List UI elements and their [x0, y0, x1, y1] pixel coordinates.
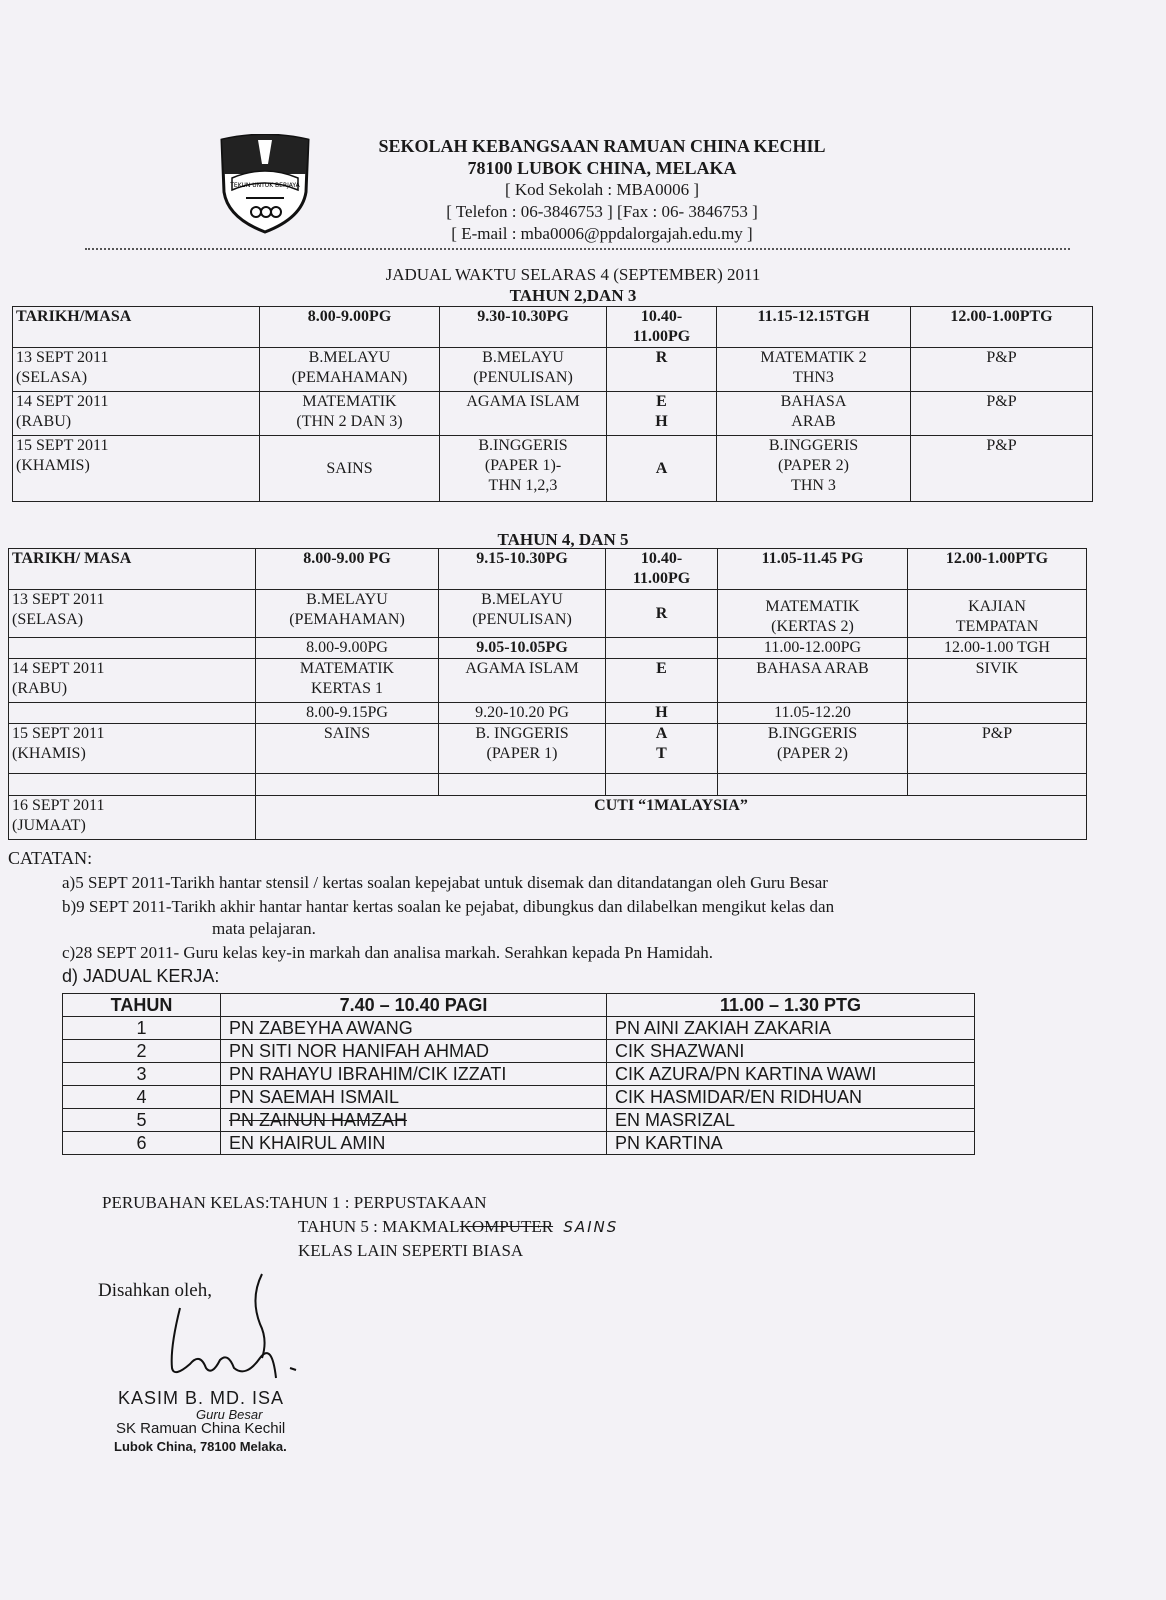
note-c: c)28 SEPT 2011- Guru kelas key-in markah dan analisa markah. Serahkan kepada Pn Hamidah.	[62, 943, 714, 962]
stamp-place: Lubok China, 78100 Melaka.	[114, 1439, 287, 1454]
date-cell: 15 SEPT 2011 (KHAMIS)	[9, 724, 256, 774]
school-email: [ E-mail : mba0006@ppdalorgajah.edu.my ]	[451, 224, 753, 243]
header-cell: 11.15-12.15TGH	[717, 307, 911, 348]
principal-name: KASIM B. MD. ISA	[118, 1388, 285, 1408]
year-cell: 4	[63, 1086, 221, 1109]
principal-role: Guru Besar	[196, 1407, 263, 1422]
timetable-tahun-4-5	[8, 548, 1087, 840]
header-cell: 11.00 – 1.30 PTG	[607, 994, 975, 1017]
table2-subtitle: TAHUN 4, DAN 5	[497, 530, 629, 549]
school-code: [ Kod Sekolah : MBA0006 ]	[504, 180, 700, 199]
subject-cell: AGAMA ISLAM	[439, 659, 606, 703]
time-row	[9, 703, 1087, 724]
rehat-cell: H	[606, 703, 718, 724]
subject-cell: SAINS	[256, 724, 439, 774]
table-row	[63, 1017, 975, 1040]
rehat-cell: R	[606, 590, 718, 638]
table-row	[63, 1086, 975, 1109]
header-cell: TARIKH/MASA	[13, 307, 260, 348]
time-cell: 12.00-1.00 TGH	[908, 638, 1087, 659]
teacher-cell: PN KARTINA	[607, 1132, 975, 1155]
table1-subtitle: TAHUN 2,DAN 3	[509, 286, 637, 305]
header-cell: 10.40- 11.00PG	[607, 307, 717, 348]
header-cell: 11.05-11.45 PG	[718, 549, 908, 590]
year-cell: 1	[63, 1017, 221, 1040]
table-row	[63, 1040, 975, 1063]
table-header-row	[9, 549, 1087, 590]
time-row	[9, 638, 1087, 659]
table-row	[9, 659, 1087, 703]
header-cell: 10.40- 11.00PG	[606, 549, 718, 590]
handwritten-correction: SAINS	[563, 1218, 619, 1236]
teacher-cell: PN ZAINUN HAMZAH	[221, 1109, 607, 1132]
teacher-cell: EN KHAIRUL AMIN	[221, 1132, 607, 1155]
header-cell: 9.15-10.30PG	[439, 549, 606, 590]
teacher-cell: PN SITI NOR HANIFAH AHMAD	[221, 1040, 607, 1063]
subject-cell: MATEMATIK 2 THN3	[717, 348, 911, 392]
header-cell: 12.00-1.00PTG	[908, 549, 1087, 590]
teacher-cell: PN SAEMAH ISMAIL	[221, 1086, 607, 1109]
table-row	[13, 348, 1093, 392]
header-divider	[85, 248, 1070, 250]
subject-cell: B.INGGERIS (PAPER 2) THN 3	[717, 436, 911, 502]
subject-cell: B.INGGERIS (PAPER 1)- THN 1,2,3	[440, 436, 607, 502]
teacher-cell: CIK HASMIDAR/EN RIDHUAN	[607, 1086, 975, 1109]
header-cell: 8.00-9.00PG	[260, 307, 440, 348]
time-cell: 8.00-9.00PG	[256, 638, 439, 659]
date-cell: 14 SEPT 2011 (RABU)	[9, 659, 256, 703]
subject-cell: B.MELAYU (PENULISAN)	[439, 590, 606, 638]
document-title: JADUAL WAKTU SELARAS 4 (SEPTEMBER) 2011	[385, 265, 761, 284]
rehat-cell: R	[607, 348, 717, 392]
table-row	[13, 392, 1093, 436]
table-header-row	[13, 307, 1093, 348]
teacher-cell: CIK AZURA/PN KARTINA WAWI	[607, 1063, 975, 1086]
subject-cell: SAINS	[260, 436, 440, 502]
subject-cell: SIVIK	[908, 659, 1087, 703]
note-a: a)5 SEPT 2011-Tarikh hantar stensil / kertas soalan kepejabat untuk disemak dan ditandatangan oleh Guru Besar	[62, 873, 828, 892]
subject-cell: B.MELAYU (PEMAHAMAN)	[256, 590, 439, 638]
subject-cell: AGAMA ISLAM	[440, 392, 607, 436]
table-row	[63, 1109, 975, 1132]
approved-by-label: Disahkan oleh,	[98, 1280, 212, 1301]
table-row	[9, 796, 1087, 840]
date-cell: 13 SEPT 2011 (SELASA)	[13, 348, 260, 392]
jadual-kerja-table	[62, 993, 975, 1155]
class-change-line-1: PERUBAHAN KELAS:TAHUN 1 : PERPUSTAKAAN	[102, 1193, 487, 1212]
school-name: SEKOLAH KEBANGSAAN RAMUAN CHINA KECHIL	[378, 136, 826, 156]
subject-cell: MATEMATIK (THN 2 DAN 3)	[260, 392, 440, 436]
header-cell: 7.40 – 10.40 PAGI	[221, 994, 607, 1017]
header-cell: 9.30-10.30PG	[440, 307, 607, 348]
empty-row	[9, 774, 1087, 796]
subject-cell: P&P	[911, 392, 1093, 436]
date-cell: 16 SEPT 2011 (JUMAAT)	[9, 796, 256, 840]
header-cell: TAHUN	[63, 994, 221, 1017]
year-cell: 3	[63, 1063, 221, 1086]
time-cell: 9.20-10.20 PG	[439, 703, 606, 724]
time-cell	[908, 703, 1087, 724]
teacher-cell: PN AINI ZAKIAH ZAKARIA	[607, 1017, 975, 1040]
subject-cell: B.MELAYU (PEMAHAMAN)	[260, 348, 440, 392]
header-cell: TARIKH/ MASA	[9, 549, 256, 590]
subject-cell: KAJIAN TEMPATAN	[908, 590, 1087, 638]
header-cell: 12.00-1.00PTG	[911, 307, 1093, 348]
subject-cell: B.INGGERIS (PAPER 2)	[718, 724, 908, 774]
rehat-cell: E	[606, 659, 718, 703]
table-row	[63, 1132, 975, 1155]
note-b-continued: mata pelajaran.	[212, 919, 316, 938]
table-row	[9, 724, 1087, 774]
note-d: d) JADUAL KERJA:	[62, 966, 220, 986]
note-b: b)9 SEPT 2011-Tarikh akhir hantar hantar kertas soalan ke pejabat, dibungkus dan dilabelkan mengikut kelas dan	[62, 897, 835, 916]
notes-label: CATATAN:	[8, 848, 93, 868]
class-change-line-3: KELAS LAIN SEPERTI BIASA	[298, 1241, 524, 1260]
svg-text:TEKUN UNTUK BERJAYA: TEKUN UNTUK BERJAYA	[230, 182, 300, 189]
rehat-cell: E H	[607, 392, 717, 436]
signature-icon	[150, 1268, 320, 1398]
subject-cell: MATEMATIK (KERTAS 2)	[718, 590, 908, 638]
rehat-cell: A	[607, 436, 717, 502]
school-phone-fax: [ Telefon : 06-3846753 ] [Fax : 06- 3846753 ]	[446, 202, 758, 221]
subject-cell: P&P	[908, 724, 1087, 774]
time-cell: 11.05-12.20	[718, 703, 908, 724]
subject-cell: BAHASA ARAB	[718, 659, 908, 703]
school-crest-logo	[218, 134, 312, 234]
table-row	[9, 590, 1087, 638]
timetable-tahun-2-3	[12, 306, 1093, 502]
subject-cell: P&P	[911, 348, 1093, 392]
date-cell: 13 SEPT 2011 (SELASA)	[9, 590, 256, 638]
holiday-cell: CUTI “1MALAYSIA”	[256, 796, 1087, 840]
teacher-cell: PN ZABEYHA AWANG	[221, 1017, 607, 1040]
table-header-row	[63, 994, 975, 1017]
year-cell: 6	[63, 1132, 221, 1155]
time-cell	[606, 638, 718, 659]
subject-cell: B.MELAYU (PENULISAN)	[440, 348, 607, 392]
subject-cell: MATEMATIK KERTAS 1	[256, 659, 439, 703]
struck-text: KOMPUTER	[459, 1217, 554, 1236]
year-cell: 5	[63, 1109, 221, 1132]
class-change-line-2	[298, 1216, 618, 1238]
subject-cell: BAHASA ARAB	[717, 392, 911, 436]
teacher-cell: CIK SHAZWANI	[607, 1040, 975, 1063]
time-cell: 11.00-12.00PG	[718, 638, 908, 659]
subject-cell: P&P	[911, 436, 1093, 502]
table-row	[63, 1063, 975, 1086]
header-cell: 8.00-9.00 PG	[256, 549, 439, 590]
table-row	[13, 436, 1093, 502]
rehat-cell: A T	[606, 724, 718, 774]
date-cell: 15 SEPT 2011 (KHAMIS)	[13, 436, 260, 502]
date-cell: 14 SEPT 2011 (RABU)	[13, 392, 260, 436]
subject-cell: B. INGGERIS (PAPER 1)	[439, 724, 606, 774]
class-change-text: TAHUN 5 : MAKMAL	[298, 1217, 460, 1236]
teacher-cell: PN RAHAYU IBRAHIM/CIK IZZATI	[221, 1063, 607, 1086]
time-cell: 9.05-10.05PG	[439, 638, 606, 659]
time-cell: 8.00-9.15PG	[256, 703, 439, 724]
year-cell: 2	[63, 1040, 221, 1063]
school-address: 78100 LUBOK CHINA, MELAKA	[467, 158, 737, 178]
teacher-cell: EN MASRIZAL	[607, 1109, 975, 1132]
stamp-school: SK Ramuan China Kechil	[116, 1420, 286, 1437]
